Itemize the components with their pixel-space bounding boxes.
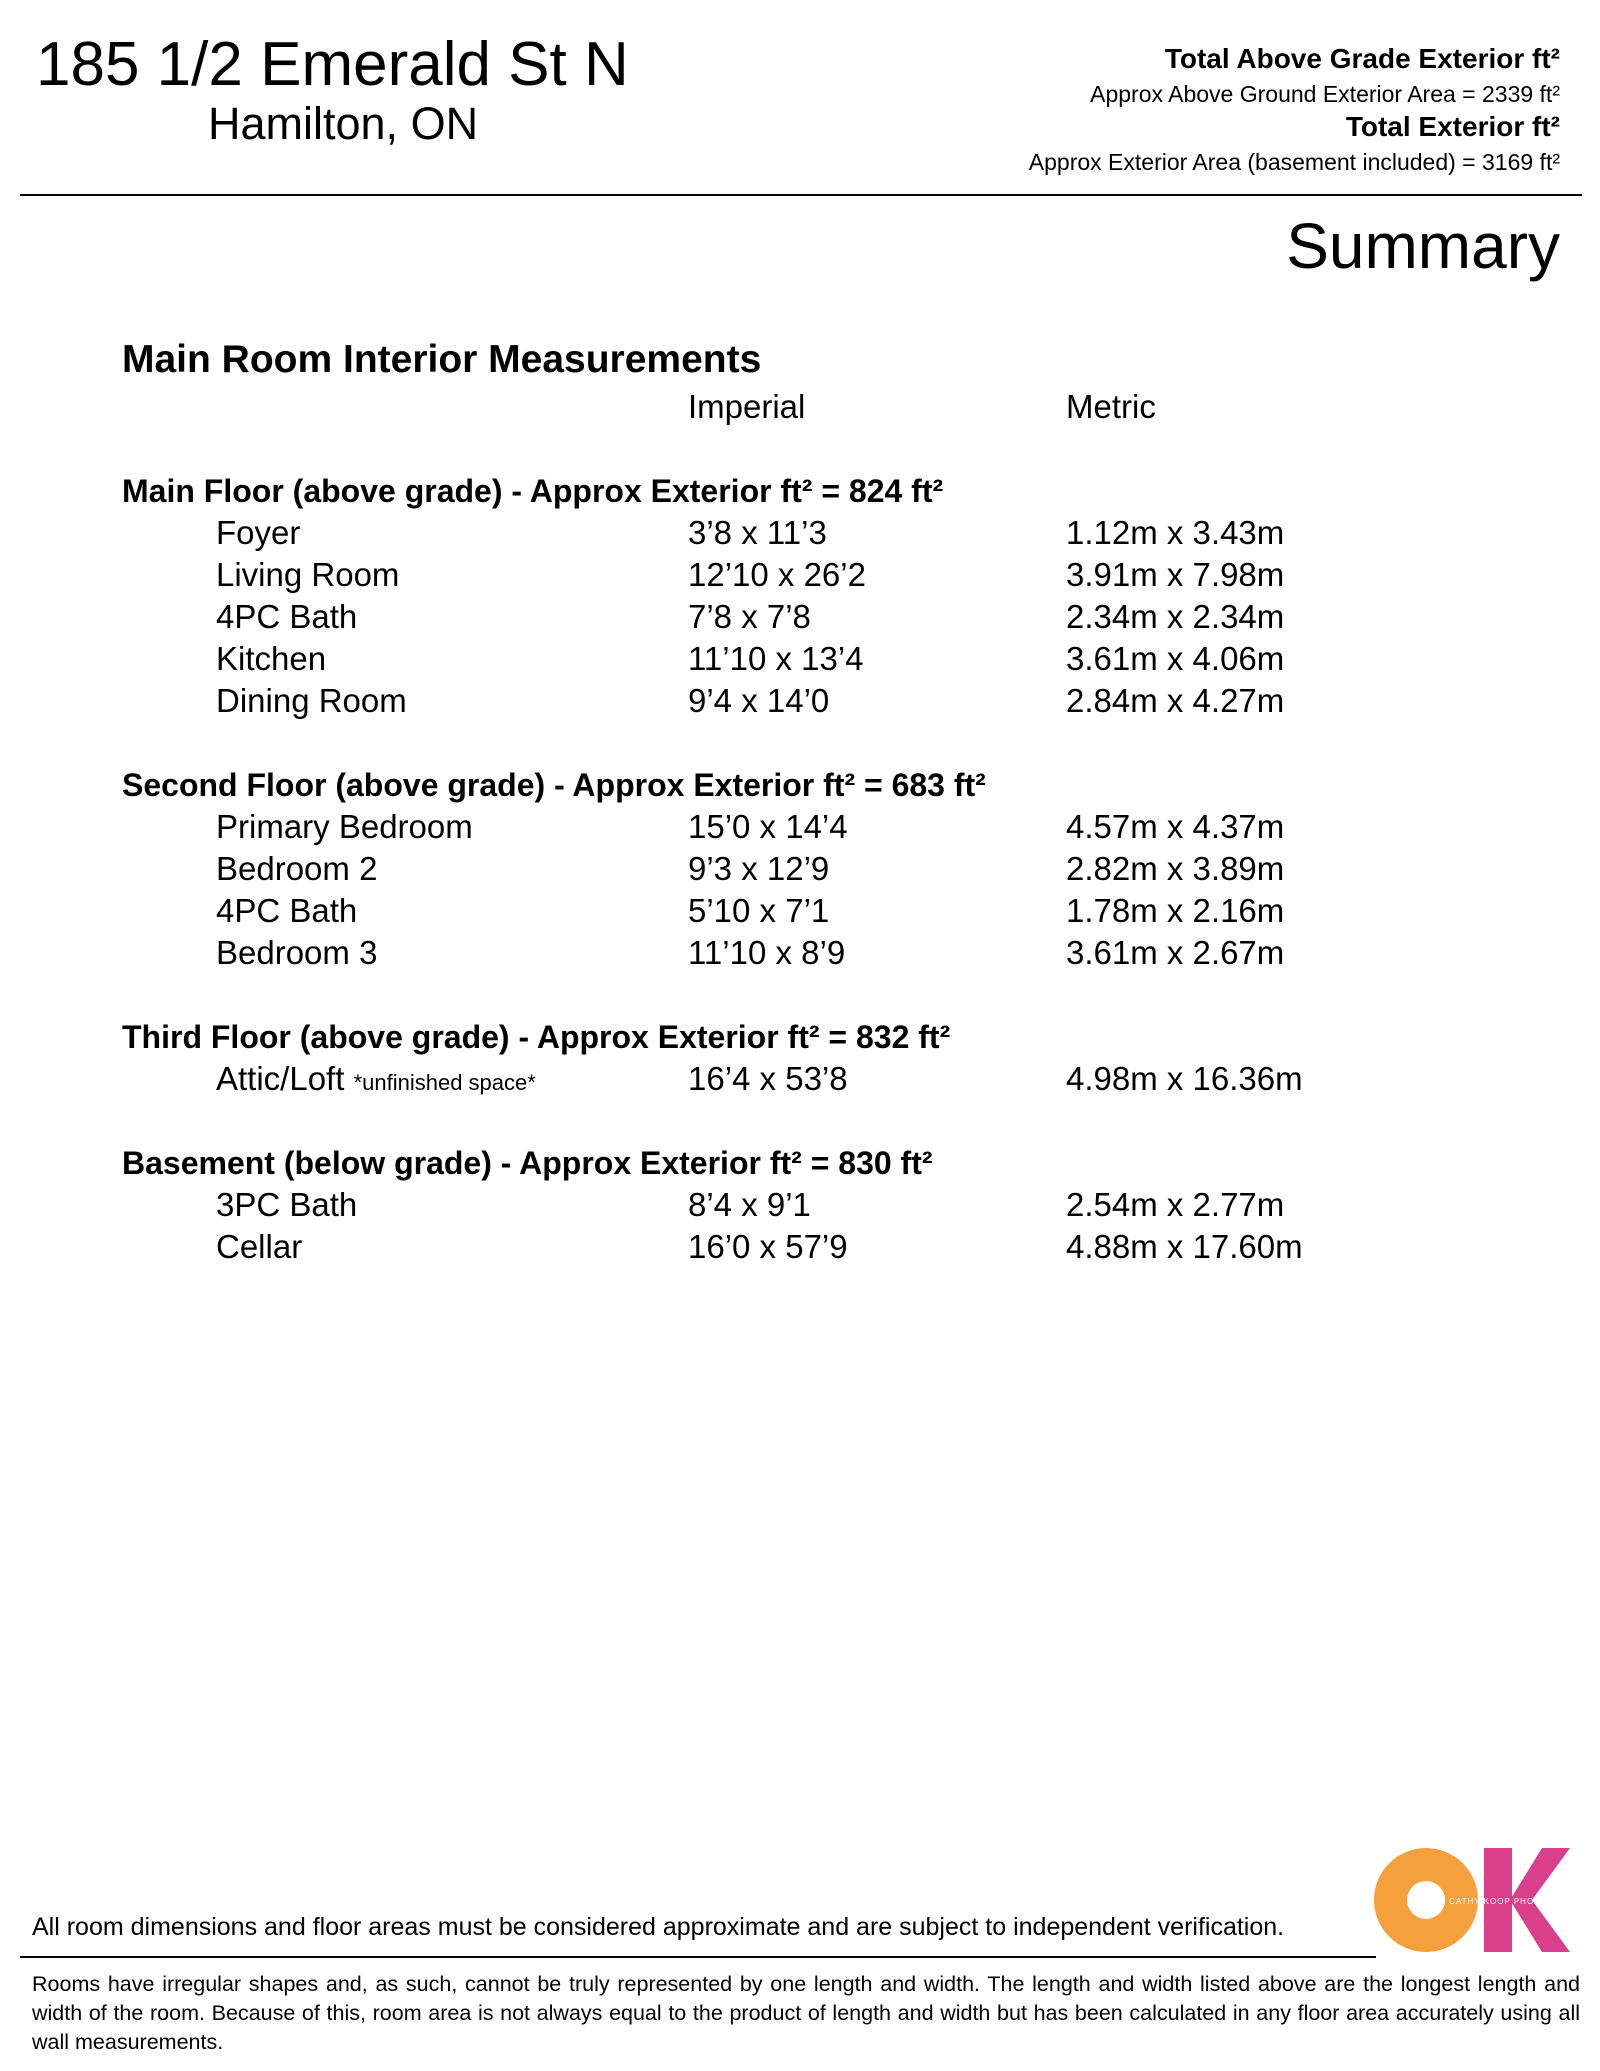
total-exterior-title: Total Exterior ft² [1345, 111, 1560, 142]
room-row [0, 638, 1600, 680]
room-note: *unfinished space* [353, 1070, 536, 1095]
room-metric: 2.84m x 4.27m [1066, 682, 1285, 719]
room-name: 4PC Bath [216, 892, 358, 929]
room-row [0, 596, 1600, 638]
disclaimer: All room dimensions and floor areas must be considered approximate and are subject to independent verification. [32, 1913, 1285, 1941]
logo-letter-o-hole [1407, 1881, 1445, 1919]
room-name: Kitchen [216, 640, 327, 677]
room-metric: 4.88m x 17.60m [1066, 1228, 1303, 1265]
room-row [0, 680, 1600, 722]
room-row [0, 554, 1600, 596]
room-imperial: 3’8 x 11’3 [688, 514, 827, 551]
room-imperial: 11’10 x 13’4 [688, 640, 864, 677]
column-header-metric: Metric [1066, 388, 1156, 425]
room-name-with-note [216, 1058, 536, 1104]
room-metric: 1.78m x 2.16m [1066, 892, 1285, 929]
floor-title: Main Floor (above grade) - Approx Exterior ft² = 824 ft² [122, 473, 944, 509]
cathy-koop-photography-logo [1374, 1848, 1587, 1952]
room-row [0, 512, 1600, 554]
room-name: Bedroom 2 [216, 850, 378, 887]
column-header-imperial: Imperial [688, 388, 806, 425]
room-name: Cellar [216, 1228, 303, 1265]
room-metric: 2.82m x 3.89m [1066, 850, 1285, 887]
room-metric: 3.61m x 2.67m [1066, 934, 1285, 971]
room-name: 3PC Bath [216, 1186, 358, 1223]
room-metric: 2.34m x 2.34m [1066, 598, 1285, 635]
fine-print: Rooms have irregular shapes and, as such, cannot be truly represented by one length and width. The length and width listed above are the longest length and width of the room. Because of this, room area is not always equal to the product of length and width but has been calculated in any floor area accurately using all wall measurements. [32, 1972, 1580, 2054]
room-name: Bedroom 3 [216, 934, 378, 971]
room-row [0, 1184, 1600, 1226]
room-row [0, 1058, 1600, 1100]
room-name: 4PC Bath [216, 598, 358, 635]
room-imperial: 15’0 x 14’4 [688, 808, 848, 845]
room-name: Dining Room [216, 682, 407, 719]
room-name: Primary Bedroom [216, 808, 473, 845]
room-row [0, 932, 1600, 974]
room-imperial: 9’4 x 14’0 [688, 682, 830, 719]
room-name: Foyer [216, 514, 301, 551]
page-title: Summary [1286, 210, 1560, 282]
room-metric: 4.57m x 4.37m [1066, 808, 1285, 845]
room-metric: 3.61m x 4.06m [1066, 640, 1285, 677]
total-exterior-detail: Approx Exterior Area (basement included) = 3169 ft² [1028, 149, 1560, 175]
room-imperial: 11’10 x 8’9 [688, 934, 846, 971]
room-metric: 2.54m x 2.77m [1066, 1186, 1285, 1223]
room-imperial: 7’8 x 7’8 [688, 598, 811, 635]
address-line2: Hamilton, ON [208, 98, 479, 149]
above-grade-detail: Approx Above Ground Exterior Area = 2339 ft² [1090, 81, 1560, 107]
room-name: Attic/Loft [216, 1060, 345, 1097]
section-title: Main Room Interior Measurements [122, 338, 762, 381]
room-row [0, 890, 1600, 932]
room-metric: 3.91m x 7.98m [1066, 556, 1285, 593]
room-imperial: 5’10 x 7’1 [688, 892, 830, 929]
room-imperial: 16’4 x 53’8 [688, 1060, 848, 1097]
room-row [0, 848, 1600, 890]
room-metric: 4.98m x 16.36m [1066, 1060, 1303, 1097]
room-row [0, 1226, 1600, 1268]
room-imperial: 16’0 x 57’9 [688, 1228, 848, 1265]
header-divider [20, 194, 1582, 196]
room-metric: 1.12m x 3.43m [1066, 514, 1285, 551]
room-imperial: 12’10 x 26’2 [688, 556, 866, 593]
logo-text: CATHY KOOP PHOTOGRAPHY [1449, 1897, 1587, 1906]
floor-title: Basement (below grade) - Approx Exterior ft² = 830 ft² [122, 1145, 933, 1181]
floor-title: Second Floor (above grade) - Approx Exterior ft² = 683 ft² [122, 767, 986, 803]
footer-divider [20, 1956, 1376, 1958]
room-row [0, 806, 1600, 848]
floor-title: Third Floor (above grade) - Approx Exterior ft² = 832 ft² [122, 1019, 951, 1055]
above-grade-title: Total Above Grade Exterior ft² [1164, 43, 1560, 74]
room-imperial: 9’3 x 12’9 [688, 850, 830, 887]
address-line1: 185 1/2 Emerald St N [36, 30, 629, 99]
room-name: Living Room [216, 556, 400, 593]
room-imperial: 8’4 x 9’1 [688, 1186, 811, 1223]
